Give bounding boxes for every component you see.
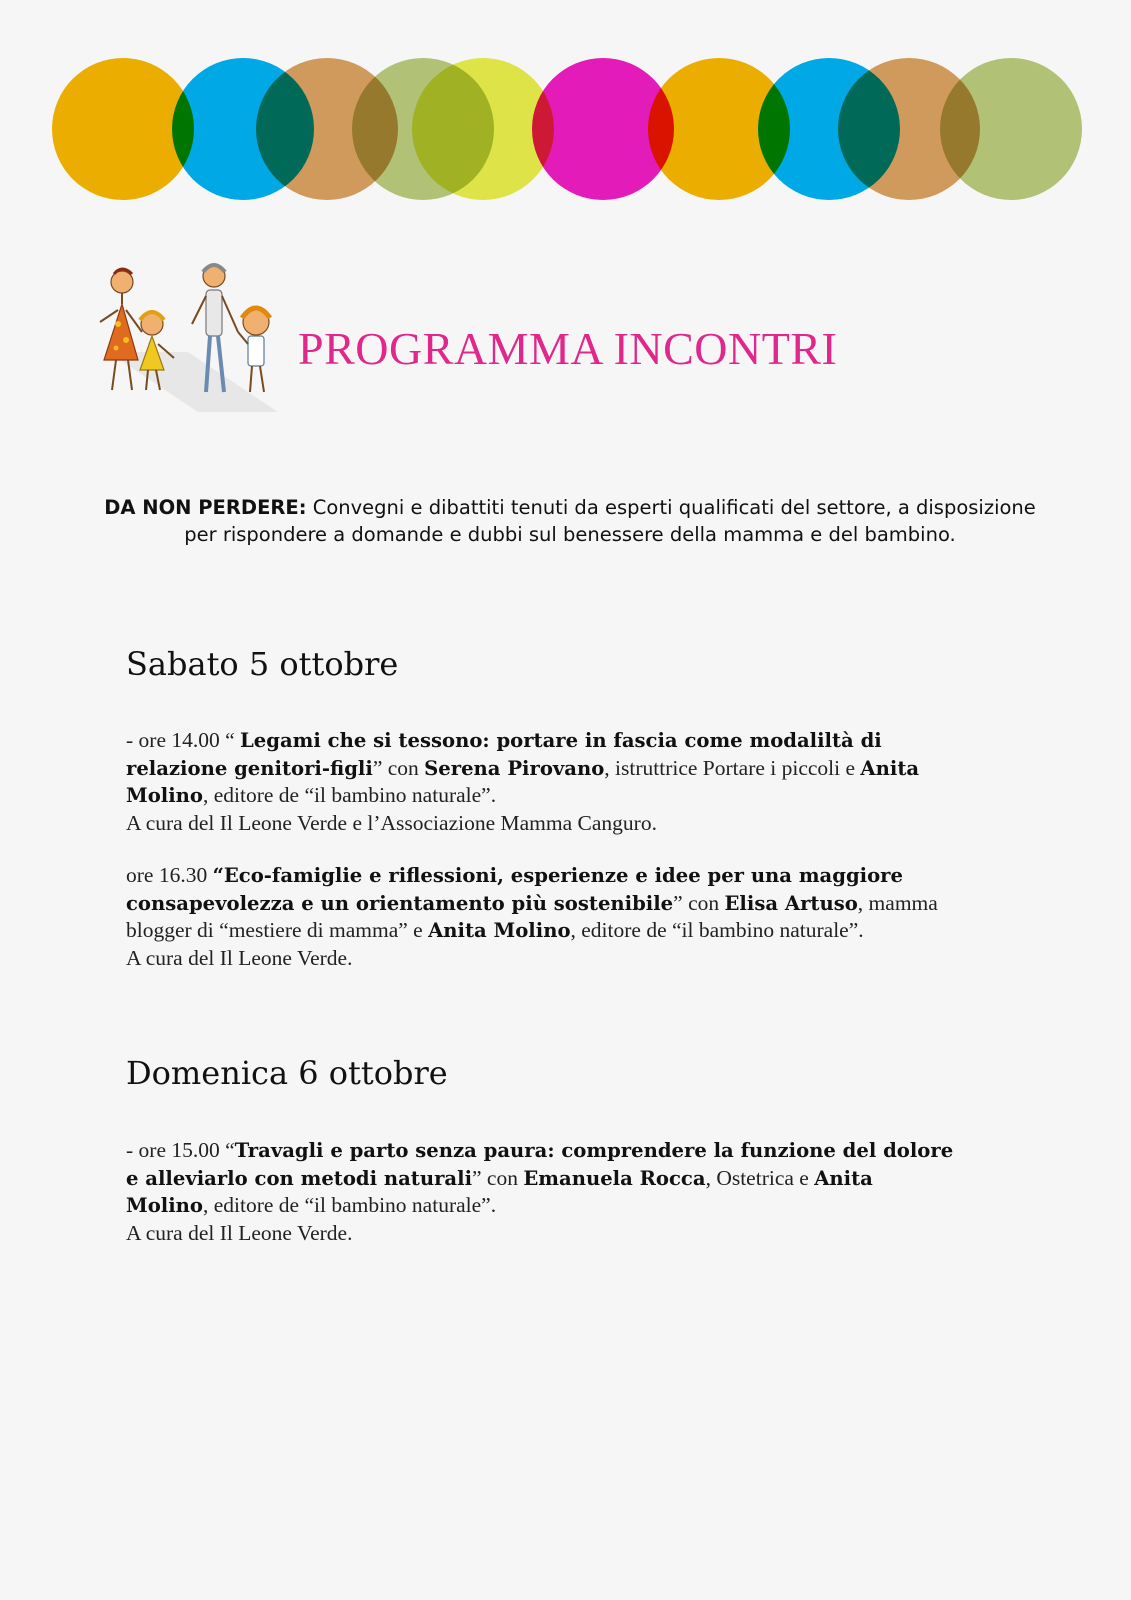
event-curator: A cura del Il Leone Verde e l’Associazione Mamma Canguro. [126,810,657,835]
event-text: , editore de “il bambino naturale”. [202,783,497,807]
event-curator: A cura del Il Leone Verde. [126,945,353,970]
event-text: ” con [372,755,425,780]
circle-10 [940,58,1082,200]
event-speaker: Serena Pirovano [424,756,605,780]
event-sunday-1 [126,1137,956,1247]
event-speaker: Elisa Artuso [724,891,858,915]
event-speaker: Anita Molino [126,1166,873,1217]
family-illustration [78,262,288,417]
event-title: “Eco-famiglie e riflessioni, esperienze e idee per una maggiore consapevolezza e un orientamento più sostenibile [126,864,903,915]
day-heading-sunday: Domenica 6 ottobre [126,1054,448,1092]
event-text: , istruttrice Portare i piccoli e [604,755,861,780]
decorative-circles-banner [0,0,1131,220]
event-text: , Ostetrica e [705,1165,815,1190]
day-heading-saturday: Sabato 5 ottobre [126,645,399,683]
event-curator: A cura del Il Leone Verde. [126,1220,353,1245]
event-text: , mamma blogger di “mestiere di mamma” e [126,890,938,942]
event-text: , editore de “il bambino naturale”. [202,1193,497,1217]
event-speaker: Anita Molino [428,919,571,942]
intro-lead: DA NON PERDERE: [104,495,307,519]
event-speaker: Anita Molino [126,756,920,807]
page-title: PROGRAMMA INCONTRI [298,323,838,374]
intro-paragraph [100,494,1040,548]
event-time: ore 16.30 [126,863,213,887]
event-title: Legami che si tessono: portare in fascia come modaliltà di relazione genitori-figli [126,729,882,780]
event-text: ” con [472,1165,524,1190]
event-time: - ore 15.00 “ [126,1138,235,1162]
event-text: ” con [673,890,725,915]
event-saturday-2 [126,862,956,972]
event-time: - ore 14.00 “ [126,728,241,752]
event-title: Travagli e parto senza paura: comprendere la funzione del dolore e alleviarlo con metodi naturali [126,1139,954,1190]
event-saturday-1 [126,727,956,837]
intro-text: Convegni e dibattiti tenuti da esperti qualificati del settore, a disposizione per rispondere a domande e dubbi sul benessere della mamma e del bambino. [184,495,1036,546]
event-speaker: Emanuela Rocca [523,1166,706,1190]
event-text: , editore de “il bambino naturale”. [570,918,864,942]
